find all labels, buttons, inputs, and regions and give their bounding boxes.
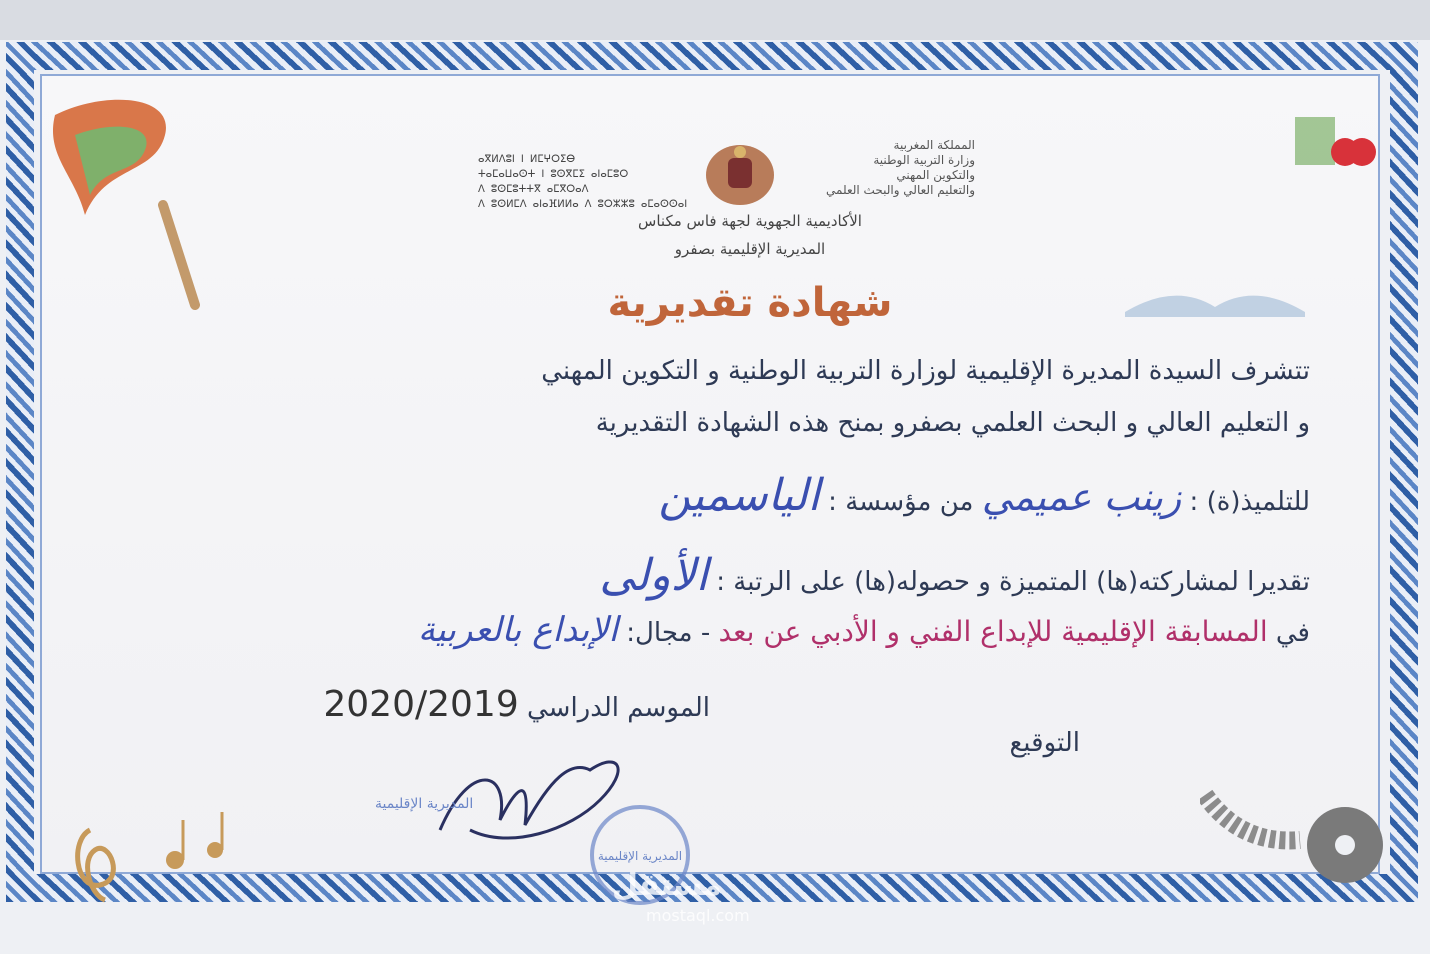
stamp-text: المديرية الإقليمية [375,796,474,812]
seal-text: المديرية الإقليمية [597,849,683,863]
student-name: زينب عميمي [981,475,1182,519]
paintbrush-icon [45,95,225,325]
coat-of-arms-icon [700,140,780,210]
field-value: الإبداع بالعربية [418,610,618,650]
body-line-1: تتشرف السيدة المديرة الإقليمية لوزارة التربية الوطنية و التكوين المهني [541,356,1310,386]
header-line: ⴷ ⵓⵙⵎⵓⵜⵜⴳ ⴰⵎⴳⵔⴰⴷ [478,184,589,195]
year-label: الموسم الدراسي [527,693,710,723]
header-line: والتكوين المهني [896,168,975,182]
music-notes-icon [55,800,285,910]
body-line-2: و التعليم العالي و البحث العلمي بصفرو بمنح هذه الشهادة التقديرية [595,408,1310,438]
certificate-title: شهادة تقديرية [607,280,893,326]
academy-name: الأكاديمية الجهوية لجهة فاس مكناس [638,212,862,230]
student-label: للتلميذ(ة) : [1189,487,1310,517]
ministry-header-tifinagh [478,152,687,212]
year-row [323,684,710,725]
header-line: والتعليم العالي والبحث العلمي [826,183,975,197]
student-row [140,470,1310,521]
header-line: وزارة التربية الوطنية [873,153,975,167]
open-book-icon [1115,272,1315,322]
directorate-name: المديرية الإقليمية بصفرو [674,240,826,258]
rank-value: الأولى [599,550,708,601]
header-line: ⴷ ⵓⵙⵍⵎⴷ ⴰⵏⴰⴼⵍⵍⴰ ⴷ ⵓⵔⵣⵣⵓ ⴰⵎⴰⵙⵙⴰⵏ [478,199,688,210]
rank-row [140,550,1310,601]
header-line: ⴰⴳⵍⴷⵓⵏ ⵏ ⵍⵎⵖⵔⵉⴱ [478,154,576,165]
ministry-header-arabic [795,138,975,198]
competition-prefix: في [1275,618,1310,648]
watermark-url: mostaql.com [646,906,750,925]
watermark-logo: مستقل [612,868,722,903]
rank-label: تقديرا لمشاركته(ها) المتميزة و حصوله(ها) على الرتبة : [716,567,1310,597]
school-label: من مؤسسة : [828,487,974,517]
school-logo-icon [1290,112,1380,182]
school-name: الياسمين [658,470,820,521]
competition-name: المسابقة الإقليمية للإبداع الفني و الأدبي عن بعد [718,615,1268,648]
header-line: المملكة المغربية [893,138,975,152]
film-reel-icon [1200,785,1390,895]
year-value: 2020/2019 [323,684,519,725]
field-label: - مجال: [626,618,711,648]
signature-label: التوقيع [1009,728,1080,758]
competition-row [140,610,1310,650]
header-line: ⵜⴰⵎⴰⵡⴰⵙⵜ ⵏ ⵓⵙⴳⵎⵉ ⴰⵏⴰⵎⵓⵔ [478,169,629,180]
